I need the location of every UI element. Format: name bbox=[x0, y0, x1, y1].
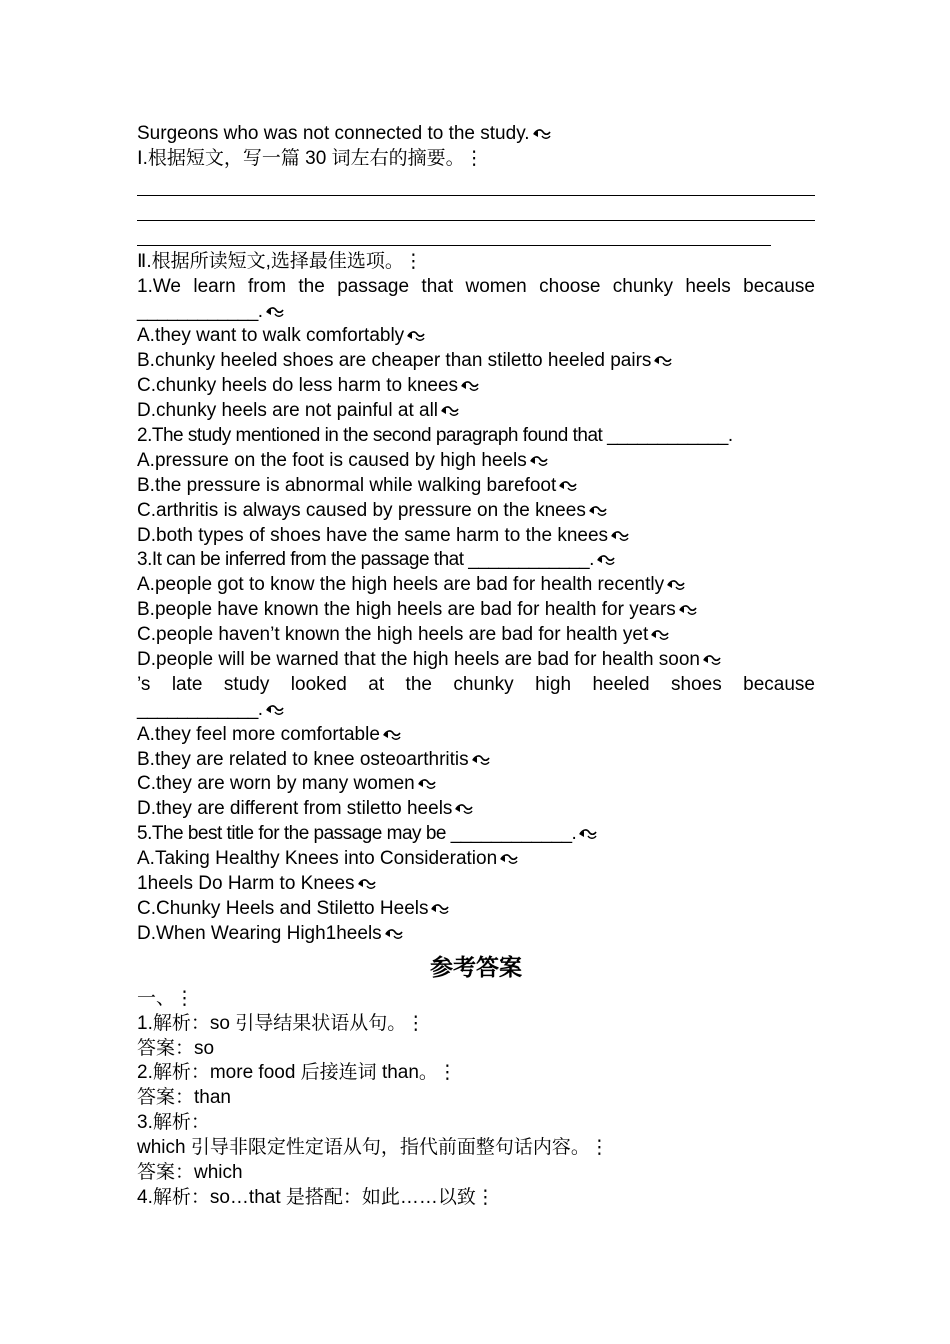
return-arrow-icon bbox=[677, 604, 699, 616]
answer-line bbox=[137, 1086, 815, 1111]
line-text: 一、⋮ bbox=[137, 987, 195, 1009]
option[interactable] bbox=[137, 573, 815, 598]
return-arrow-icon bbox=[264, 306, 286, 318]
option-text: D.chunky heels are not painful at all bbox=[137, 400, 439, 422]
stem-text: 2.The study mentioned in the second paragraph found that ____________. bbox=[137, 425, 733, 447]
option[interactable] bbox=[137, 474, 815, 499]
option-text: C.Chunky Heels and Stiletto Heels bbox=[137, 897, 429, 919]
option[interactable] bbox=[137, 623, 815, 648]
option-text: B.the pressure is abnormal while walking barefoot bbox=[137, 474, 557, 496]
summary-instruction bbox=[137, 147, 815, 172]
answer-line bbox=[137, 1136, 815, 1161]
option-text: C.people haven’t known the high heels are bad for health yet bbox=[137, 624, 649, 646]
option[interactable] bbox=[137, 374, 815, 399]
return-arrow-icon bbox=[649, 629, 671, 641]
option-text: A.people got to know the high heels are bad for health recently bbox=[137, 574, 665, 596]
option[interactable] bbox=[137, 349, 815, 374]
line-text: 答案：so bbox=[137, 1037, 215, 1059]
return-arrow-icon bbox=[383, 928, 405, 940]
answer-line bbox=[137, 987, 815, 1012]
question-stem-cont bbox=[137, 300, 815, 325]
option-text: A.pressure on the foot is caused by high heels bbox=[137, 449, 527, 471]
stem-text: ’s late study looked at the chunky high heeled shoes because bbox=[137, 673, 815, 695]
line-text: Ⅰ.根据短文，写一篇 30 词左右的摘要。⋮ bbox=[137, 147, 484, 169]
option-text: B.chunky heeled shoes are cheaper than stiletto heeled pairs bbox=[137, 350, 652, 372]
return-arrow-icon bbox=[405, 330, 427, 342]
return-arrow-icon bbox=[652, 355, 674, 367]
return-arrow-icon bbox=[609, 530, 631, 542]
stem-text: 3.It can be inferred from the passage that ____________. bbox=[137, 549, 594, 571]
writing-line[interactable] bbox=[137, 221, 771, 246]
writing-line[interactable] bbox=[137, 196, 815, 221]
option-text: C.arthritis is always caused by pressure on the knees bbox=[137, 499, 586, 521]
return-arrow-icon bbox=[470, 754, 492, 766]
option[interactable] bbox=[137, 772, 815, 797]
option-text: A.Taking Healthy Knees into Consideration bbox=[137, 848, 498, 870]
question-stem bbox=[137, 673, 815, 698]
question-stem bbox=[137, 275, 815, 300]
answer-line bbox=[137, 1012, 815, 1037]
option-text: B.people have known the high heels are bad for health for years bbox=[137, 599, 676, 621]
return-arrow-icon bbox=[416, 778, 438, 790]
return-arrow-icon bbox=[701, 654, 723, 666]
answer-blank: ____________. bbox=[137, 300, 263, 322]
line-text: 1.解析：so 引导结果状语从句。⋮ bbox=[137, 1012, 426, 1034]
document-page bbox=[137, 122, 815, 1211]
line-text: which 引导非限定性定语从句，指代前面整句话内容。⋮ bbox=[137, 1137, 609, 1159]
option[interactable] bbox=[137, 797, 815, 822]
option-text: D.both types of shoes have the same harm to the knees bbox=[137, 524, 609, 546]
line-text: 3.解析： bbox=[137, 1112, 210, 1134]
option-text: B.they are related to knee osteoarthritis bbox=[137, 748, 469, 770]
return-arrow-icon bbox=[557, 480, 579, 492]
question-stem-cont bbox=[137, 698, 815, 723]
option-text: A.they want to walk comfortably bbox=[137, 325, 405, 347]
answer-line bbox=[137, 1061, 815, 1086]
question-stem bbox=[137, 548, 815, 573]
line-text: 答案：than bbox=[137, 1087, 231, 1109]
return-arrow-icon bbox=[264, 704, 286, 716]
option-text: C.they are worn by many women bbox=[137, 773, 415, 795]
stem-text: 5.The best title for the passage may be ____________. bbox=[137, 823, 577, 845]
option[interactable] bbox=[137, 872, 815, 897]
return-arrow-icon bbox=[356, 878, 378, 890]
option[interactable] bbox=[137, 324, 815, 349]
option[interactable] bbox=[137, 499, 815, 524]
line-text: 4.解析：so…that 是搭配：如此……以致⋮ bbox=[137, 1186, 495, 1208]
option[interactable] bbox=[137, 648, 815, 673]
answer-line bbox=[137, 1111, 815, 1136]
answer-blank: ____________. bbox=[137, 698, 263, 720]
return-arrow-icon bbox=[665, 579, 687, 591]
return-arrow-icon bbox=[439, 405, 461, 417]
line-text: Ⅱ.根据所读短文,选择最佳选项。⋮ bbox=[137, 250, 423, 272]
stem-text: 1.We learn from the passage that women choose chunky heels because bbox=[137, 275, 815, 297]
return-arrow-icon bbox=[453, 803, 475, 815]
option[interactable] bbox=[137, 449, 815, 474]
return-arrow-icon bbox=[577, 828, 599, 840]
option[interactable] bbox=[137, 922, 815, 947]
option-text: C.chunky heels do less harm to knees bbox=[137, 375, 459, 397]
option-text: A.they feel more comfortable bbox=[137, 723, 380, 745]
option[interactable] bbox=[137, 723, 815, 748]
line-text: 2.解析：more food 后接连词 than。⋮ bbox=[137, 1062, 457, 1084]
section-title bbox=[137, 250, 815, 275]
return-arrow-icon bbox=[459, 380, 481, 392]
answer-line bbox=[137, 1186, 815, 1211]
line-text: 答案：which bbox=[137, 1161, 243, 1183]
return-arrow-icon bbox=[587, 505, 609, 517]
text-line bbox=[137, 122, 815, 147]
answer-line bbox=[137, 1037, 815, 1062]
writing-line[interactable] bbox=[137, 172, 815, 196]
option[interactable] bbox=[137, 847, 815, 872]
option[interactable] bbox=[137, 524, 815, 549]
return-arrow-icon bbox=[498, 853, 520, 865]
line-text: Surgeons who was not connected to the study. bbox=[137, 123, 530, 144]
return-arrow-icon bbox=[528, 455, 550, 467]
answer-line bbox=[137, 1161, 815, 1186]
answers-heading: 参考答案 bbox=[430, 953, 522, 981]
option-text: D.people will be warned that the high heels are bad for health soon bbox=[137, 649, 700, 671]
option[interactable] bbox=[137, 897, 815, 922]
return-arrow-icon bbox=[429, 903, 451, 915]
option-text: D.they are different from stiletto heels bbox=[137, 798, 453, 820]
question-stem bbox=[137, 822, 815, 847]
option-text: 1heels Do Harm to Knees bbox=[137, 873, 355, 895]
option-text: D.When Wearing High1heels bbox=[137, 922, 382, 944]
option[interactable] bbox=[137, 399, 815, 424]
question-stem bbox=[137, 424, 815, 449]
option[interactable] bbox=[137, 598, 815, 623]
option[interactable] bbox=[137, 748, 815, 773]
return-arrow-icon bbox=[381, 729, 403, 741]
return-arrow-icon bbox=[531, 128, 553, 140]
return-arrow-icon bbox=[595, 554, 617, 566]
